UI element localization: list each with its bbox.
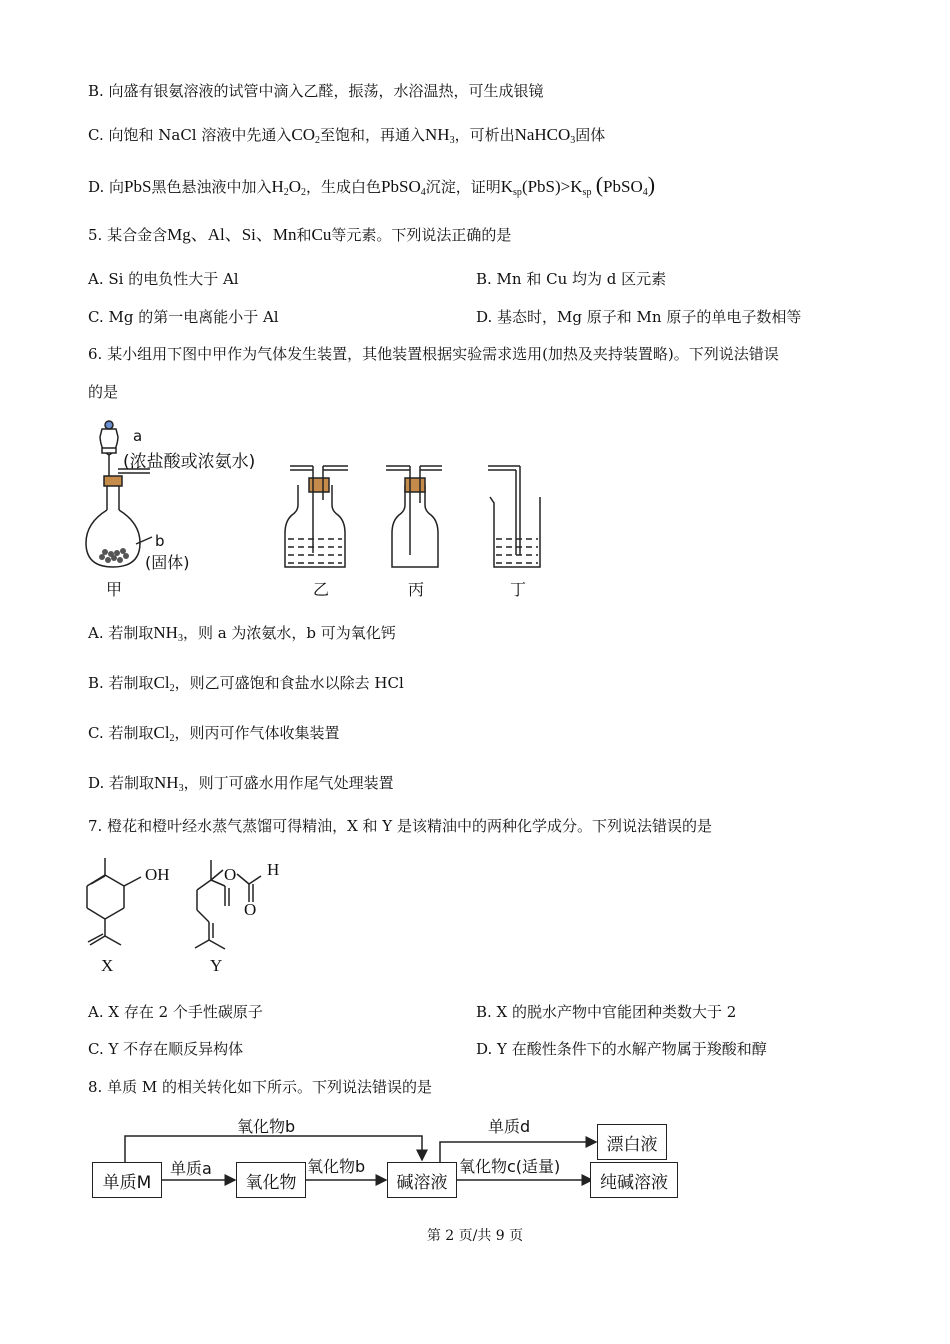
q6-stem-line2: 的是 [88,383,119,401]
q4-option-d: D. 向PbS黑色悬浊液中加入$H_2O_2$，生成白色PbSO$_4$沉淀，证明$K_{sp}(PbS)>K_{sp}$ (PbSO$_4$) [88,172,656,198]
label-bing: 丙 [408,580,425,599]
q6-option-a: A. 若制取$NH_3$，则 a 为浓氨水，b 可为氧化钙 [88,623,396,644]
flow-label-oxide-c: 氧化物c(适量) [459,1157,561,1176]
box-bleach: 漂白液 [597,1124,667,1160]
q7-option-b: B. X 的脱水产物中官能团种类数大于 2 [476,1003,737,1021]
q5-option-b: B. Mn 和 Cu 均为 d 区元素 [476,270,667,288]
q7-option-c: C. Y 不存在顺反异构体 [88,1040,244,1058]
flow-label-element-d: 单质d [488,1117,531,1136]
page-footer: 第 2 页/共 9 页 [426,1228,524,1244]
flow-label-element-a: 单质a [170,1159,212,1178]
y-carbonyl-o-label: O [244,900,257,919]
q4-option-c: C. 向饱和 NaCl 溶液中先通入$CO_2$至饱和，再通入$NH_3$，可析出NaHCO$_3$固体 [88,125,606,146]
q7-option-d: D. Y 在酸性条件下的水解产物属于羧酸和醇 [476,1040,767,1058]
label-x: X [101,956,114,975]
y-h-label: H [267,860,280,879]
q6-option-b: B. 若制取$Cl_2$，则乙可盛饱和食盐水以除去 HCl [88,673,404,694]
q8-stem: 8. 单质 M 的相关转化如下所示。下列说法错误的是 [88,1078,432,1096]
q5-option-c: C. Mg 的第一电离能小于 Al [88,308,279,326]
label-y: Y [210,956,223,975]
q7-stem: 7. 橙花和橙叶经水蒸气蒸馏可得精油，X 和 Y 是该精油中的两种化学成分。下列说法错误的是 [88,817,712,835]
flow-label-oxide-b: 氧化物b [307,1157,366,1176]
box-soda-solution: 纯碱溶液 [590,1162,678,1198]
q6-stem-line1: 6. 某小组用下图中甲作为气体发生装置，其他装置根据实验需求选用(加热及夹持装置略)。下列说法错误 [88,345,779,363]
q5-stem: 5. 某合金含Mg、Al、Si、Mn和Cu等元素。下列说法正确的是 [88,225,512,244]
q7-option-a: A. X 存在 2 个手性碳原子 [88,1003,263,1021]
box-element-m: 单质M [92,1162,162,1198]
label-a: a [133,427,143,445]
box-alkali-solution: 碱溶液 [387,1162,457,1198]
q4-option-b: B. 向盛有银氨溶液的试管中滴入乙醛，振荡，水浴温热，可生成银镜 [88,82,544,100]
q5-option-a: A. Si 的电负性大于 Al [88,270,239,288]
x-oh-label: OH [145,865,170,884]
q6-option-c: C. 若制取$Cl_2$，则丙可作气体收集装置 [88,723,340,744]
label-jia: 甲 [106,580,123,599]
label-a-note: (浓盐酸或浓氨水) [123,452,256,472]
box-oxide: 氧化物 [236,1162,306,1198]
label-b-note: (固体) [145,553,190,572]
flow-label-oxide-b-top: 氧化物b [237,1117,296,1136]
y-o-label: O [224,865,237,884]
label-b: b [155,532,165,550]
label-ding: 丁 [510,580,527,599]
q5-option-d: D. 基态时，Mg 原子和 Mn 原子的单电子数相等 [476,308,802,326]
q6-option-d: D. 若制取$NH_3$，则丁可盛水用作尾气处理装置 [88,773,394,794]
label-yi: 乙 [313,580,330,599]
